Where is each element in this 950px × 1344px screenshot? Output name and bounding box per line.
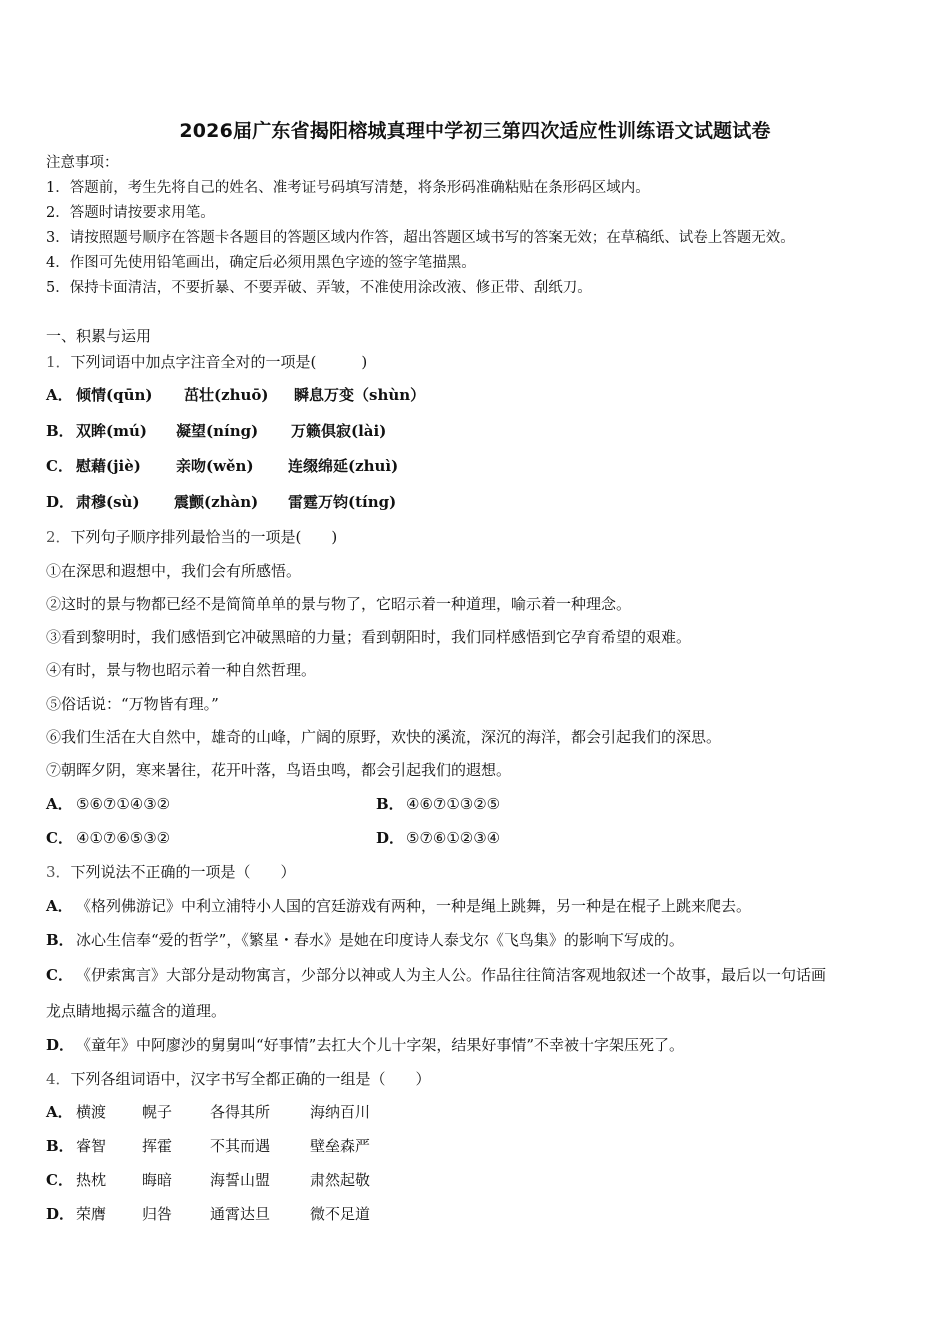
question-number: 3． bbox=[46, 863, 71, 881]
option-word: 震颤(zhàn) bbox=[174, 493, 259, 511]
option-word: 瞬息万变（shùn） bbox=[294, 386, 426, 404]
q1-option-a[interactable] bbox=[46, 384, 425, 405]
option-word: 双眸(mú) bbox=[76, 422, 147, 440]
option-word: 荣膺 bbox=[76, 1205, 107, 1223]
question-number: 2． bbox=[46, 528, 71, 546]
q1-option-b[interactable] bbox=[46, 420, 386, 441]
q2-sentence: ②这时的景与物都已经不是简简单单的景与物了，它昭示着一种道理，喻示着一种理念。 bbox=[46, 595, 632, 613]
option-label: D． bbox=[46, 493, 75, 511]
option-word: 幌子 bbox=[142, 1103, 173, 1121]
option-word: 亲吻(wěn) bbox=[176, 457, 254, 475]
notice-item: 2．答题时请按要求用笔。 bbox=[46, 205, 215, 221]
q2-option-a[interactable] bbox=[46, 793, 170, 814]
option-label: D． bbox=[46, 1036, 75, 1054]
notice-item: 1．答题前，考生先将自己的姓名、准考证号码填写清楚，将条形码准确粘贴在条形码区域内。 bbox=[46, 180, 650, 196]
q3-option-c[interactable] bbox=[46, 964, 826, 985]
option-word: 倾情(qūn) bbox=[76, 386, 153, 404]
option-word: 海誓山盟 bbox=[210, 1171, 271, 1189]
option-text: ⑤⑦⑥①②③④ bbox=[406, 829, 501, 847]
question-text: 下列句子顺序排列最恰当的一项是( ) bbox=[70, 528, 338, 546]
option-label: D． bbox=[46, 1205, 75, 1223]
option-text: 《伊索寓言》大部分是动物寓言，少部分以神或人为主人公。作品往往简洁客观地叙述一个故事，最后以一句话画 bbox=[76, 966, 827, 984]
q1-option-c[interactable] bbox=[46, 455, 398, 476]
option-word: 不其而遇 bbox=[210, 1137, 271, 1155]
q3-option-d[interactable] bbox=[46, 1034, 684, 1055]
q2-sentence: ③看到黎明时，我们感悟到它冲破黑暗的力量；看到朝阳时，我们同样感悟到它孕育希望的艰难。 bbox=[46, 628, 692, 646]
q2-option-b[interactable] bbox=[376, 793, 500, 814]
option-label: B． bbox=[46, 931, 74, 949]
option-word: 慰藉(jiè) bbox=[76, 457, 141, 475]
question-text: 下列说法不正确的一项是（ ） bbox=[70, 863, 296, 881]
option-label: C． bbox=[46, 1171, 73, 1189]
q4-option-a[interactable] bbox=[46, 1101, 370, 1122]
q2-option-c[interactable] bbox=[46, 827, 170, 848]
option-word: 挥霍 bbox=[142, 1137, 173, 1155]
option-word: 肃穆(sù) bbox=[76, 493, 140, 511]
notice-item: 4．作图可先使用铅笔画出，确定后必须用黑色字迹的签字笔描黑。 bbox=[46, 255, 476, 271]
q2-sentence: ⑤俗话说：“万物皆有理。” bbox=[46, 695, 219, 713]
question-text: 下列词语中加点字注音全对的一项是( ) bbox=[70, 353, 368, 371]
option-text: 《童年》中阿廖沙的舅舅叫“好事情”去扛大个儿十字架，结果好事情”不幸被十字架压死了。 bbox=[76, 1036, 685, 1054]
option-word: 海纳百川 bbox=[310, 1103, 371, 1121]
option-label: B． bbox=[376, 795, 404, 813]
option-word: 雷霆万钧(tíng) bbox=[288, 493, 397, 511]
q2-sentence: ⑦朝晖夕阴，寒来暑往，花开叶落，鸟语虫鸣，都会引起我们的遐想。 bbox=[46, 761, 512, 779]
q2-sentence: ⑥我们生活在大自然中，雄奇的山峰，广阔的原野，欢快的溪流，深沉的海洋，都会引起我们的深思。 bbox=[46, 728, 722, 746]
question-number: 4． bbox=[46, 1070, 71, 1088]
notice-heading: 注意事项： bbox=[46, 155, 119, 171]
option-label: D． bbox=[376, 829, 405, 847]
option-word: 横渡 bbox=[76, 1103, 107, 1121]
q4-option-d[interactable] bbox=[46, 1203, 370, 1224]
option-label: A． bbox=[46, 1103, 73, 1121]
option-word: 微不足道 bbox=[310, 1205, 371, 1223]
option-word: 睿智 bbox=[76, 1137, 107, 1155]
q3-option-a[interactable] bbox=[46, 895, 751, 916]
option-label: C． bbox=[46, 966, 73, 984]
section-heading: 一、积累与运用 bbox=[46, 327, 152, 345]
option-label: C． bbox=[46, 457, 73, 475]
question-2-stem bbox=[46, 526, 337, 547]
q3-option-c-continued: 龙点睛地揭示蕴含的道理。 bbox=[46, 1002, 227, 1020]
option-text: ④①⑦⑥⑤③② bbox=[76, 829, 171, 847]
page-title: 2026届广东省揭阳榕城真理中学初三第四次适应性训练语文试题试卷 bbox=[179, 120, 771, 142]
question-text: 下列各组词语中，汉字书写全都正确的一组是（ ） bbox=[70, 1070, 431, 1088]
option-label: C． bbox=[46, 829, 73, 847]
question-number: 1． bbox=[46, 353, 71, 371]
question-1-stem bbox=[46, 351, 367, 372]
option-word: 凝望(níng) bbox=[176, 422, 259, 440]
question-3-stem bbox=[46, 861, 296, 882]
option-word: 万籁俱寂(lài) bbox=[291, 422, 387, 440]
option-word: 各得其所 bbox=[210, 1103, 271, 1121]
q1-option-d[interactable] bbox=[46, 491, 396, 512]
option-label: B． bbox=[46, 422, 74, 440]
option-text: ④⑥⑦①③②⑤ bbox=[406, 795, 501, 813]
q3-option-b[interactable] bbox=[46, 929, 684, 950]
notice-item: 3．请按照题号顺序在答题卡各题目的答题区域内作答，超出答题区域书写的答案无效；在草稿纸、试卷上答题无效。 bbox=[46, 230, 795, 246]
q4-option-b[interactable] bbox=[46, 1135, 370, 1156]
q2-sentence: ①在深思和遐想中，我们会有所感悟。 bbox=[46, 562, 302, 580]
option-word: 连缀绵延(zhuì) bbox=[288, 457, 399, 475]
q2-sentence: ④有时，景与物也昭示着一种自然哲理。 bbox=[46, 661, 317, 679]
notice-item: 5．保持卡面清洁，不要折暴、不要弄破、弄皱，不准使用涂改液、修正带、刮纸刀。 bbox=[46, 280, 592, 296]
option-text: 冰心生信奉“爱的哲学”，《繁星・春水》是她在印度诗人泰戈尔《飞鸟集》的影响下写成的。 bbox=[76, 931, 684, 949]
question-4-stem bbox=[46, 1068, 431, 1089]
option-word: 壁垒森严 bbox=[310, 1137, 371, 1155]
option-word: 肃然起敬 bbox=[310, 1171, 371, 1189]
option-text: 《格列佛游记》中利立浦特小人国的宫廷游戏有两种，一种是绳上跳舞，另一种是在棍子上跳来爬去。 bbox=[76, 897, 752, 915]
option-word: 晦暗 bbox=[142, 1171, 173, 1189]
option-word: 归咎 bbox=[142, 1205, 173, 1223]
option-label: A． bbox=[46, 897, 73, 915]
option-word: 茁壮(zhuō) bbox=[184, 386, 269, 404]
option-label: A． bbox=[46, 795, 73, 813]
option-label: A． bbox=[46, 386, 73, 404]
option-text: ⑤⑥⑦①④③② bbox=[76, 795, 171, 813]
option-label: B． bbox=[46, 1137, 74, 1155]
option-word: 热枕 bbox=[76, 1171, 107, 1189]
q2-option-d[interactable] bbox=[376, 827, 500, 848]
q4-option-c[interactable] bbox=[46, 1169, 370, 1190]
option-word: 通霄达旦 bbox=[210, 1205, 271, 1223]
